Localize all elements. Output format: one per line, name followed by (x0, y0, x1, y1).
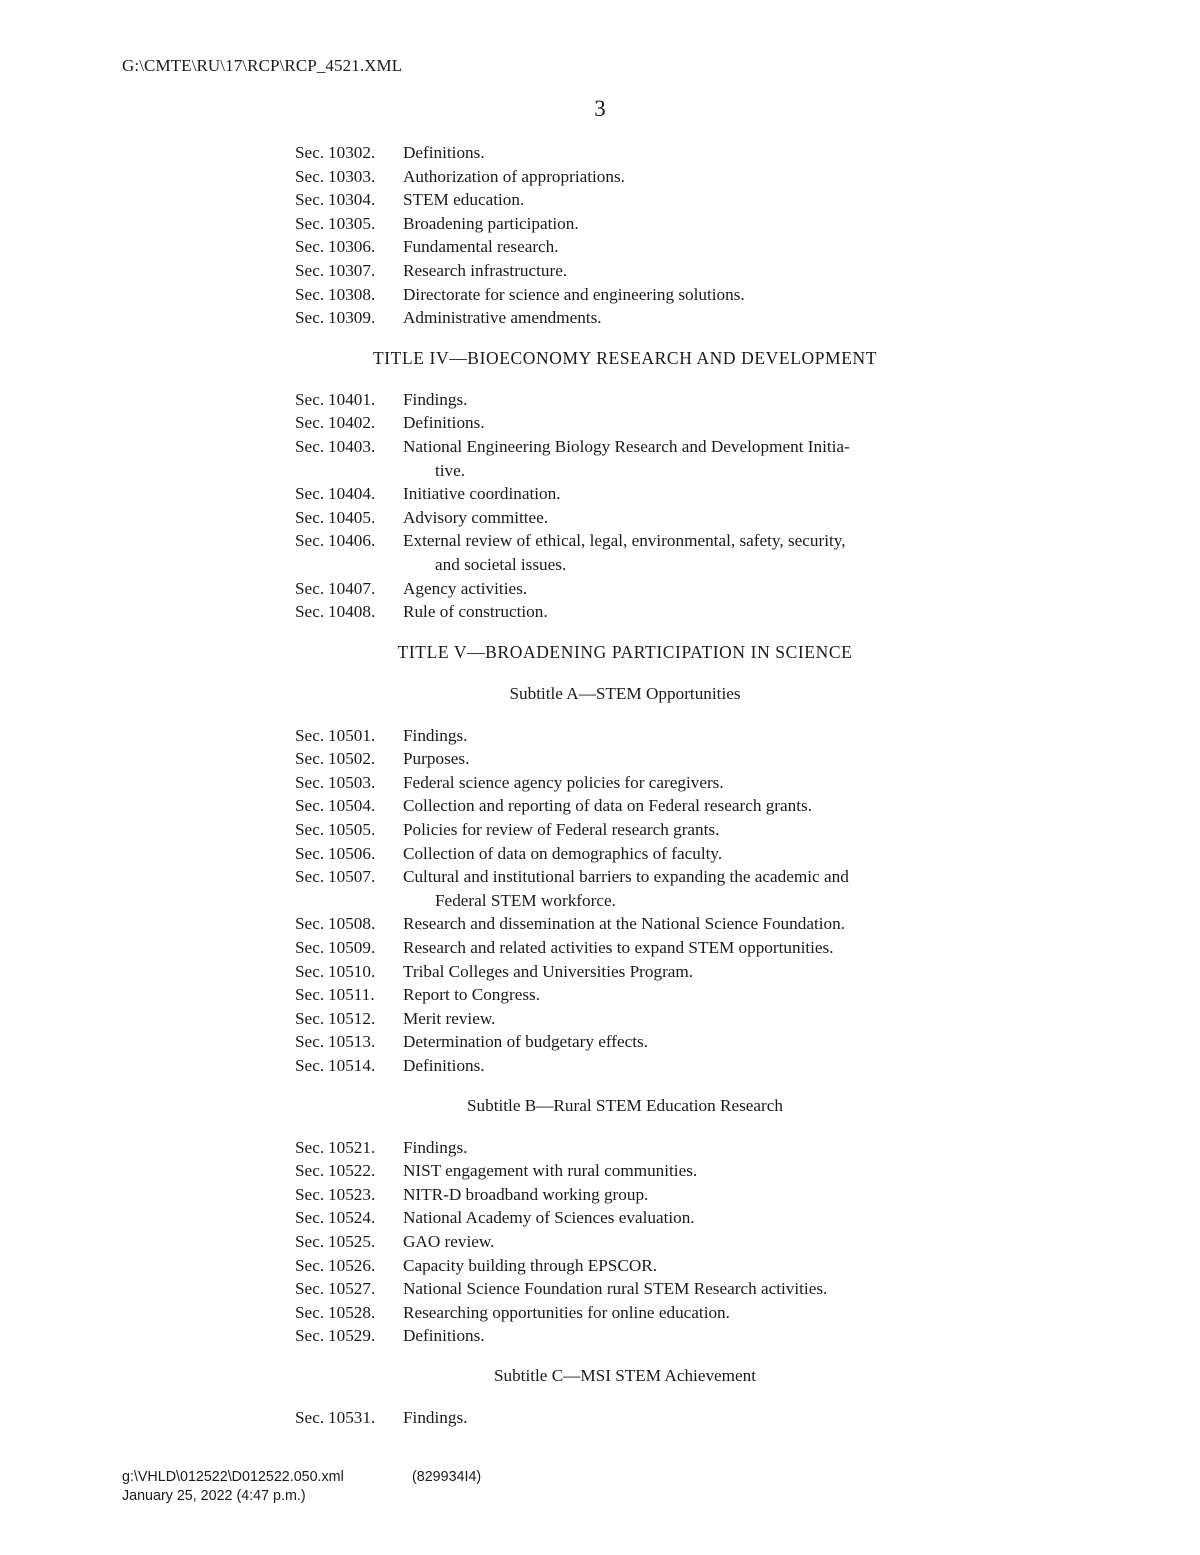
section-title-text: Findings. (403, 389, 468, 409)
toc-entry (295, 600, 955, 624)
section-number: 10529. (328, 1326, 376, 1346)
section-number: 10509. (328, 938, 376, 958)
section-title (403, 936, 955, 960)
toc-group (295, 1136, 955, 1348)
section-title-text: National Science Foundation rural STEM Research activities. (403, 1279, 828, 1299)
section-label: Sec. (295, 507, 325, 527)
section-number: 10526. (328, 1255, 376, 1275)
section-title-continuation: and societal issues. (435, 554, 567, 574)
title-iv-heading: TITLE IV—BIOECONOMY RESEARCH AND DEVELOPMENT (372, 347, 878, 368)
section-label: Sec. (295, 1279, 325, 1299)
section-title (403, 482, 955, 506)
toc-entry (295, 1159, 955, 1183)
section-label: Sec. (295, 1056, 325, 1075)
section-number: 10501. (328, 725, 376, 745)
toc-group (295, 1406, 955, 1430)
section-number: 10309. (328, 308, 376, 328)
section-number: 10528. (328, 1302, 376, 1322)
section-label: Sec. (295, 1008, 325, 1028)
toc-entry (295, 306, 955, 330)
section-title (403, 1136, 955, 1160)
toc-entry (295, 141, 955, 165)
section-title (403, 1054, 955, 1078)
subtitle-b-heading: Subtitle B—Rural STEM Education Research (466, 1095, 783, 1115)
toc-entry (295, 411, 955, 435)
section-title (403, 983, 955, 1007)
section-label: Sec. (295, 1302, 325, 1322)
section-title-text: Research and related activities to expand STEM opportunities. (403, 938, 834, 958)
section-title-text: National Academy of Sciences evaluation. (403, 1208, 695, 1228)
toc-entry (295, 818, 955, 842)
toc-entry (295, 865, 955, 912)
page-footer (122, 1468, 481, 1506)
toc-entry (295, 529, 955, 576)
section-title (403, 1030, 955, 1054)
section-number: 10503. (328, 772, 376, 792)
section-title (403, 1206, 955, 1230)
section-label: Sec. (295, 284, 325, 304)
section-title-text: Rule of construction. (403, 602, 548, 622)
section-title (403, 1406, 955, 1430)
toc-group (295, 141, 955, 330)
section-label: Sec. (295, 1184, 325, 1204)
page-number: 3 (594, 96, 606, 121)
toc-group (295, 388, 955, 624)
section-title (403, 1183, 955, 1207)
section-number: 10512. (328, 1008, 376, 1028)
section-title (403, 960, 955, 984)
section-number: 10308. (328, 284, 376, 304)
section-label: Sec. (295, 938, 325, 958)
section-number: 10525. (328, 1231, 376, 1251)
section-title-text: Definitions. (403, 1326, 485, 1346)
section-title-text: Cultural and institutional barriers to expanding the academic and (403, 867, 849, 887)
section-title-text: Findings. (403, 1137, 468, 1157)
section-title (403, 141, 955, 165)
section-title (403, 1230, 955, 1254)
section-label: Sec. (295, 961, 325, 981)
subtitle-c-heading: Subtitle C—MSI STEM Achievement (493, 1365, 757, 1385)
section-title-continuation: tive. (435, 460, 466, 480)
section-number: 10402. (328, 413, 376, 433)
section-title-text: Tribal Colleges and Universities Program. (403, 961, 694, 981)
toc-entry (295, 1277, 955, 1301)
section-number: 10303. (328, 166, 376, 186)
section-number: 10531. (328, 1407, 376, 1427)
toc-entry (295, 259, 955, 283)
toc-entry (295, 1406, 955, 1430)
section-title (403, 912, 955, 936)
section-title (403, 1007, 955, 1031)
section-title (403, 411, 955, 435)
section-title (403, 1159, 955, 1183)
toc-entry (295, 1301, 955, 1325)
section-label: Sec. (295, 725, 325, 745)
section-title-text: Fundamental research. (403, 237, 559, 257)
section-number: 10508. (328, 914, 376, 934)
toc-entry (295, 235, 955, 259)
title-v-heading: TITLE V—BROADENING PARTICIPATION IN SCIENCE (397, 641, 853, 662)
section-title-text: Capacity building through EPSCOR. (403, 1255, 657, 1275)
toc-entry (295, 771, 955, 795)
toc-entry (295, 506, 955, 530)
toc-entry (295, 794, 955, 818)
section-number: 10506. (328, 843, 376, 863)
section-label: Sec. (295, 914, 325, 934)
section-title-text: External review of ethical, legal, environmental, safety, security, (403, 531, 846, 551)
toc-entry (295, 212, 955, 236)
toc-entry (295, 1206, 955, 1230)
section-number: 10527. (328, 1279, 376, 1299)
section-number: 10305. (328, 213, 376, 233)
section-label: Sec. (295, 389, 325, 409)
section-label: Sec. (295, 436, 325, 456)
toc-entry (295, 1230, 955, 1254)
section-title-text: STEM education. (403, 190, 525, 210)
footer-document-code: (829934I4) (412, 1469, 482, 1485)
toc-entry (295, 724, 955, 748)
section-title-text: NITR-D broadband working group. (403, 1184, 649, 1204)
section-title-text: Findings. (403, 725, 468, 745)
toc-entry (295, 983, 955, 1007)
toc-entry (295, 283, 955, 307)
section-title-text: Administrative amendments. (403, 308, 602, 328)
section-number: 10504. (328, 796, 376, 816)
toc-entry (295, 1054, 955, 1078)
section-title (403, 771, 955, 795)
section-number: 10514. (328, 1056, 376, 1075)
section-label: Sec. (295, 985, 325, 1005)
section-label: Sec. (295, 260, 325, 280)
section-label: Sec. (295, 578, 325, 598)
section-title-text: Policies for review of Federal research grants. (403, 820, 720, 840)
toc-entry (295, 1136, 955, 1160)
section-label: Sec. (295, 1137, 325, 1157)
section-title (403, 747, 955, 771)
toc-entry (295, 388, 955, 412)
toc-entry (295, 1324, 955, 1348)
section-title (403, 435, 955, 482)
toc-entry (295, 1254, 955, 1278)
toc-entry (295, 1007, 955, 1031)
section-title-text: Federal science agency policies for caregivers. (403, 772, 724, 792)
section-title (403, 259, 955, 283)
section-title-text: Findings. (403, 1407, 468, 1427)
section-label: Sec. (295, 213, 325, 233)
section-title-text: Definitions. (403, 413, 485, 433)
section-title (403, 865, 955, 912)
section-title (403, 235, 955, 259)
section-title-text: Definitions. (403, 143, 485, 162)
toc-entry (295, 482, 955, 506)
section-title-text: Researching opportunities for online education. (403, 1302, 730, 1322)
section-title-text: Determination of budgetary effects. (403, 1032, 648, 1052)
section-number: 10401. (328, 389, 376, 409)
toc-entry (295, 188, 955, 212)
section-label: Sec. (295, 843, 325, 863)
section-number: 10307. (328, 260, 376, 280)
section-label: Sec. (295, 1032, 325, 1052)
section-number: 10505. (328, 820, 376, 840)
section-title-text: Directorate for science and engineering solutions. (403, 284, 745, 304)
section-title (403, 1277, 955, 1301)
toc-entry (295, 747, 955, 771)
section-number: 10522. (328, 1161, 376, 1181)
section-title-text: GAO review. (403, 1231, 495, 1251)
section-label: Sec. (295, 1161, 325, 1181)
section-label: Sec. (295, 796, 325, 816)
section-label: Sec. (295, 820, 325, 840)
section-title (403, 188, 955, 212)
section-title-text: Research and dissemination at the National Science Foundation. (403, 914, 845, 934)
section-title-text: Broadening participation. (403, 213, 579, 233)
toc-entry (295, 1030, 955, 1054)
section-label: Sec. (295, 749, 325, 769)
table-of-contents (295, 141, 955, 1430)
section-label: Sec. (295, 308, 325, 328)
toc-entry (295, 960, 955, 984)
section-title-text: Purposes. (403, 749, 470, 769)
section-label: Sec. (295, 772, 325, 792)
section-number: 10403. (328, 436, 376, 456)
toc-entry (295, 1183, 955, 1207)
section-title-text: Research infrastructure. (403, 260, 568, 280)
section-title (403, 1324, 955, 1348)
section-title-text: National Engineering Biology Research and Development Initia- (403, 436, 850, 456)
section-label: Sec. (295, 166, 325, 186)
section-number: 10521. (328, 1137, 376, 1157)
section-label: Sec. (295, 413, 325, 433)
section-number: 10510. (328, 961, 376, 981)
section-title (403, 842, 955, 866)
section-title-text: Advisory committee. (403, 507, 549, 527)
section-number: 10513. (328, 1032, 376, 1052)
section-title-text: Collection and reporting of data on Federal research grants. (403, 796, 813, 816)
section-title-text: Collection of data on demographics of faculty. (403, 843, 723, 863)
toc-entry (295, 577, 955, 601)
section-title (403, 577, 955, 601)
toc-entry (295, 165, 955, 189)
toc-entry (295, 912, 955, 936)
section-label: Sec. (295, 143, 325, 162)
section-title-continuation: Federal STEM workforce. (435, 890, 616, 910)
section-number: 10302. (328, 143, 376, 162)
section-number: 10524. (328, 1208, 376, 1228)
section-number: 10511. (328, 985, 375, 1005)
section-number: 10404. (328, 484, 376, 504)
section-title-text: Agency activities. (403, 578, 528, 598)
toc-entry (295, 936, 955, 960)
section-title-text: Definitions. (403, 1056, 485, 1075)
section-number: 10507. (328, 867, 376, 887)
section-title (403, 724, 955, 748)
section-title (403, 506, 955, 530)
section-title (403, 794, 955, 818)
section-number: 10407. (328, 578, 376, 598)
section-title (403, 1301, 955, 1325)
section-number: 10306. (328, 237, 376, 257)
section-title-text: NIST engagement with rural communities. (403, 1161, 698, 1181)
section-title (403, 388, 955, 412)
section-label: Sec. (295, 484, 325, 504)
section-label: Sec. (295, 1208, 325, 1228)
section-title (403, 165, 955, 189)
section-title (403, 283, 955, 307)
section-label: Sec. (295, 237, 325, 257)
toc-group (295, 724, 955, 1078)
section-number: 10406. (328, 531, 376, 551)
footer-date: January 25, 2022 (4:47 p.m.) (122, 1488, 306, 1504)
section-label: Sec. (295, 1407, 325, 1427)
section-title (403, 212, 955, 236)
toc-entry (295, 842, 955, 866)
section-number: 10304. (328, 190, 376, 210)
section-label: Sec. (295, 1326, 325, 1346)
subtitle-a-heading: Subtitle A—STEM Opportunities (509, 683, 741, 703)
footer-file-path: g:\VHLD\012522\D012522.050.xml (122, 1469, 344, 1485)
section-number: 10523. (328, 1184, 376, 1204)
section-number: 10408. (328, 602, 376, 622)
section-title-text: Merit review. (403, 1008, 496, 1028)
section-title (403, 600, 955, 624)
section-label: Sec. (295, 1255, 325, 1275)
section-title-text: Initiative coordination. (403, 484, 561, 504)
section-title-text: Report to Congress. (403, 985, 541, 1005)
section-title (403, 306, 955, 330)
section-number: 10405. (328, 507, 376, 527)
section-title-text: Authorization of appropriations. (403, 166, 625, 186)
section-label: Sec. (295, 190, 325, 210)
section-title (403, 529, 955, 576)
section-label: Sec. (295, 1231, 325, 1251)
section-title (403, 818, 955, 842)
section-number: 10502. (328, 749, 376, 769)
section-label: Sec. (295, 602, 325, 622)
section-label: Sec. (295, 531, 325, 551)
toc-entry (295, 435, 955, 482)
file-path-header: G:\CMTE\RU\17\RCP\RCP_4521.XML (122, 56, 403, 75)
section-title (403, 1254, 955, 1278)
section-label: Sec. (295, 867, 325, 887)
